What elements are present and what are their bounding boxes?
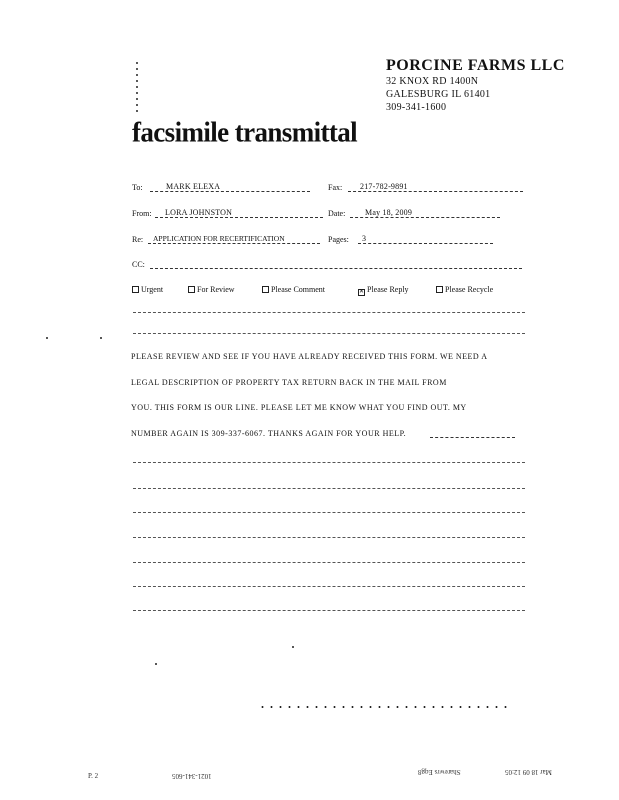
checkbox-box[interactable] [132,286,139,293]
footer-sender: Sharewrs Eqg8 [418,768,461,776]
checkbox-please-recycle[interactable] [436,285,493,294]
message-trailing-rule [430,437,515,438]
re-label: Re: [132,235,144,244]
company-address-1: 32 KNOX RD 1400N [386,76,479,87]
checkbox-label: Urgent [141,285,164,294]
from-underline [155,217,323,218]
footer-page: P. 2 [88,772,99,780]
checkbox-label: For Review [197,285,235,294]
fax-value: 217-782-9891 [360,182,408,191]
date-underline [350,217,500,218]
pages-value: 3 [362,234,367,243]
bottom-dotted-rule [258,706,508,708]
company-header [386,58,586,113]
scan-speck [100,337,102,339]
vertical-dot-rule [136,60,138,115]
blank-rule [133,462,525,463]
fax-label: Fax: [328,183,343,192]
re-value: APPLICATION FOR RECERTIFICATION [153,234,285,243]
scan-speck [155,663,157,665]
company-phone: 309-341-1600 [386,102,447,113]
message-line: LEGAL DESCRIPTION OF PROPERTY TAX RETURN BACK IN THE MAIL FROM [131,378,447,387]
footer-number: 1021-341-605 [172,772,212,780]
blank-rule [133,586,525,587]
blank-rule [133,537,525,538]
scan-speck [46,337,48,339]
page-title: facsimile transmittal [132,116,358,148]
checkbox-urgent[interactable] [132,285,163,294]
blank-rule [133,562,525,563]
date-label: Date: [328,209,346,218]
message-line: YOU. THIS FORM IS OUR LINE. PLEASE LET ME KNOW WHAT YOU FIND OUT. MY [131,403,467,412]
separator-rule [133,312,525,313]
blank-rule [133,512,525,513]
fax-underline [348,191,523,192]
checkbox-label: Please Recycle [445,285,494,294]
blank-rule [133,610,525,611]
checkbox-box[interactable] [188,286,195,293]
checkbox-label: Please Reply [367,285,409,294]
footer-timestamp: Mar 18 09 12:05 [505,768,552,776]
checkbox-box[interactable] [436,286,443,293]
scan-speck [292,646,294,648]
message-line: NUMBER AGAIN IS 309-337-6067. THANKS AGAIN FOR YOUR HELP. [131,429,407,438]
checkbox-for-review[interactable] [188,285,235,294]
message-line: PLEASE REVIEW AND SEE IF YOU HAVE ALREADY RECEIVED THIS FORM. WE NEED A [131,352,488,361]
checkmark-icon[interactable]: ✕ [359,289,365,295]
from-value: LORA JOHNSTON [165,208,233,217]
from-label: From: [132,209,152,218]
checkbox-please-reply[interactable] [358,285,409,296]
to-label: To: [132,183,143,192]
date-value: May 18, 2009 [365,208,413,217]
cc-underline [150,268,522,269]
separator-rule [133,333,525,334]
checkbox-box[interactable] [262,286,269,293]
pages-label: Pages: [328,235,349,244]
pages-underline [358,243,493,244]
to-value: MARK ELEXA [166,182,221,191]
checkbox-please-comment[interactable] [262,285,325,294]
cc-label: CC: [132,260,145,269]
checkbox-label: Please Comment [271,285,325,294]
to-underline [150,191,310,192]
blank-rule [133,488,525,489]
company-address-2: GALESBURG IL 61401 [386,89,491,100]
company-name: PORCINE FARMS LLC [386,57,565,74]
re-underline [148,243,320,244]
